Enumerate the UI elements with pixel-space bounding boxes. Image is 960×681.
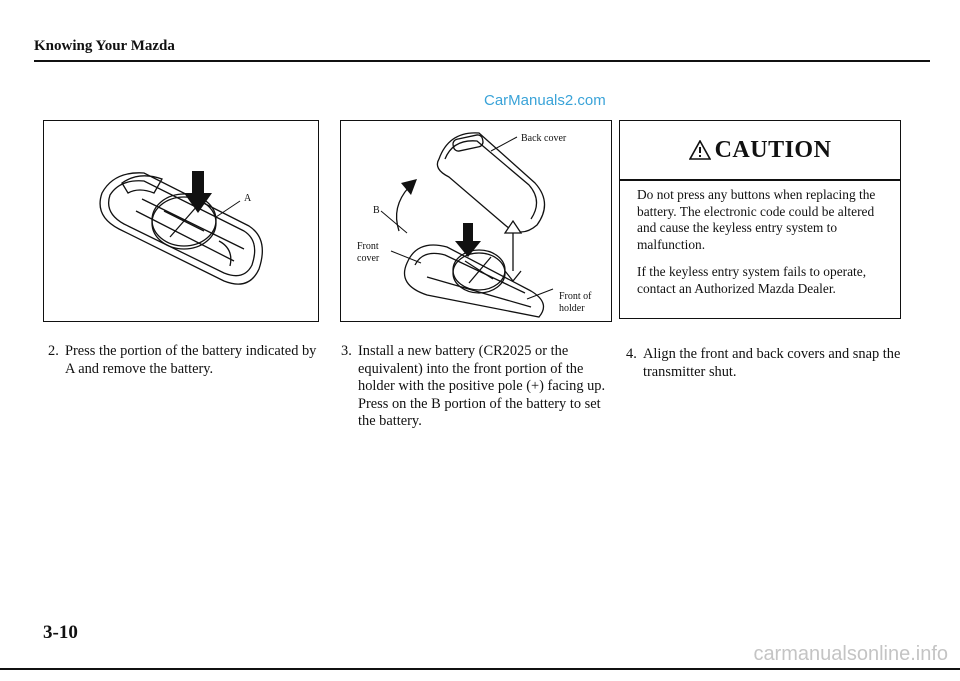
header-divider — [34, 60, 930, 62]
label-a: A — [244, 193, 252, 204]
step-3 — [341, 343, 609, 431]
page-header-title: Knowing Your Mazda — [34, 38, 175, 54]
label-b: B — [373, 205, 380, 216]
step-4-number: 4. — [626, 346, 637, 362]
step-4-text: Align the front and back covers and snap the transmitter shut. — [643, 346, 901, 380]
page-number: 3-10 — [43, 622, 78, 643]
caution-paragraph-1: Do not press any buttons when replacing the battery. The electronic code could be altered and cause the keyless entry system to malfunction. — [637, 187, 876, 252]
watermark-bottom[interactable]: carmanualsonline.info — [753, 643, 948, 665]
battery-removal-figure — [43, 120, 319, 322]
step-2-text: Press the portion of the battery indicated by A and remove the battery. — [65, 343, 317, 377]
battery-removal-illustration — [44, 121, 318, 321]
caution-title: CAUTION — [714, 136, 832, 163]
step-2 — [48, 343, 326, 378]
step-3-number: 3. — [341, 343, 352, 359]
step-4 — [626, 346, 901, 381]
footer-divider — [0, 668, 960, 670]
step-2-number: 2. — [48, 343, 59, 359]
watermark-top[interactable]: CarManuals2.com — [484, 92, 606, 109]
step-3-text: Install a new battery (CR2025 or the equivalent) into the front portion of the holder with the positive pole (+) facing up. Press on the B portion of the battery to set the battery. — [358, 343, 606, 430]
caution-paragraph-2: If the keyless entry system fails to operate, contact an Authorized Mazda Dealer. — [637, 264, 867, 296]
caution-box — [619, 120, 901, 319]
caution-header — [620, 121, 900, 181]
label-front-cover-line1: Front — [357, 241, 379, 252]
label-front-cover-line2: cover — [357, 253, 380, 264]
label-front-holder-line1: Front of — [559, 291, 592, 302]
battery-install-illustration — [341, 121, 611, 321]
warning-triangle-icon — [689, 140, 711, 160]
label-front-holder-line2: holder — [559, 303, 585, 314]
label-back-cover: Back cover — [521, 133, 567, 144]
caution-body — [620, 181, 900, 297]
battery-install-figure — [340, 120, 612, 322]
